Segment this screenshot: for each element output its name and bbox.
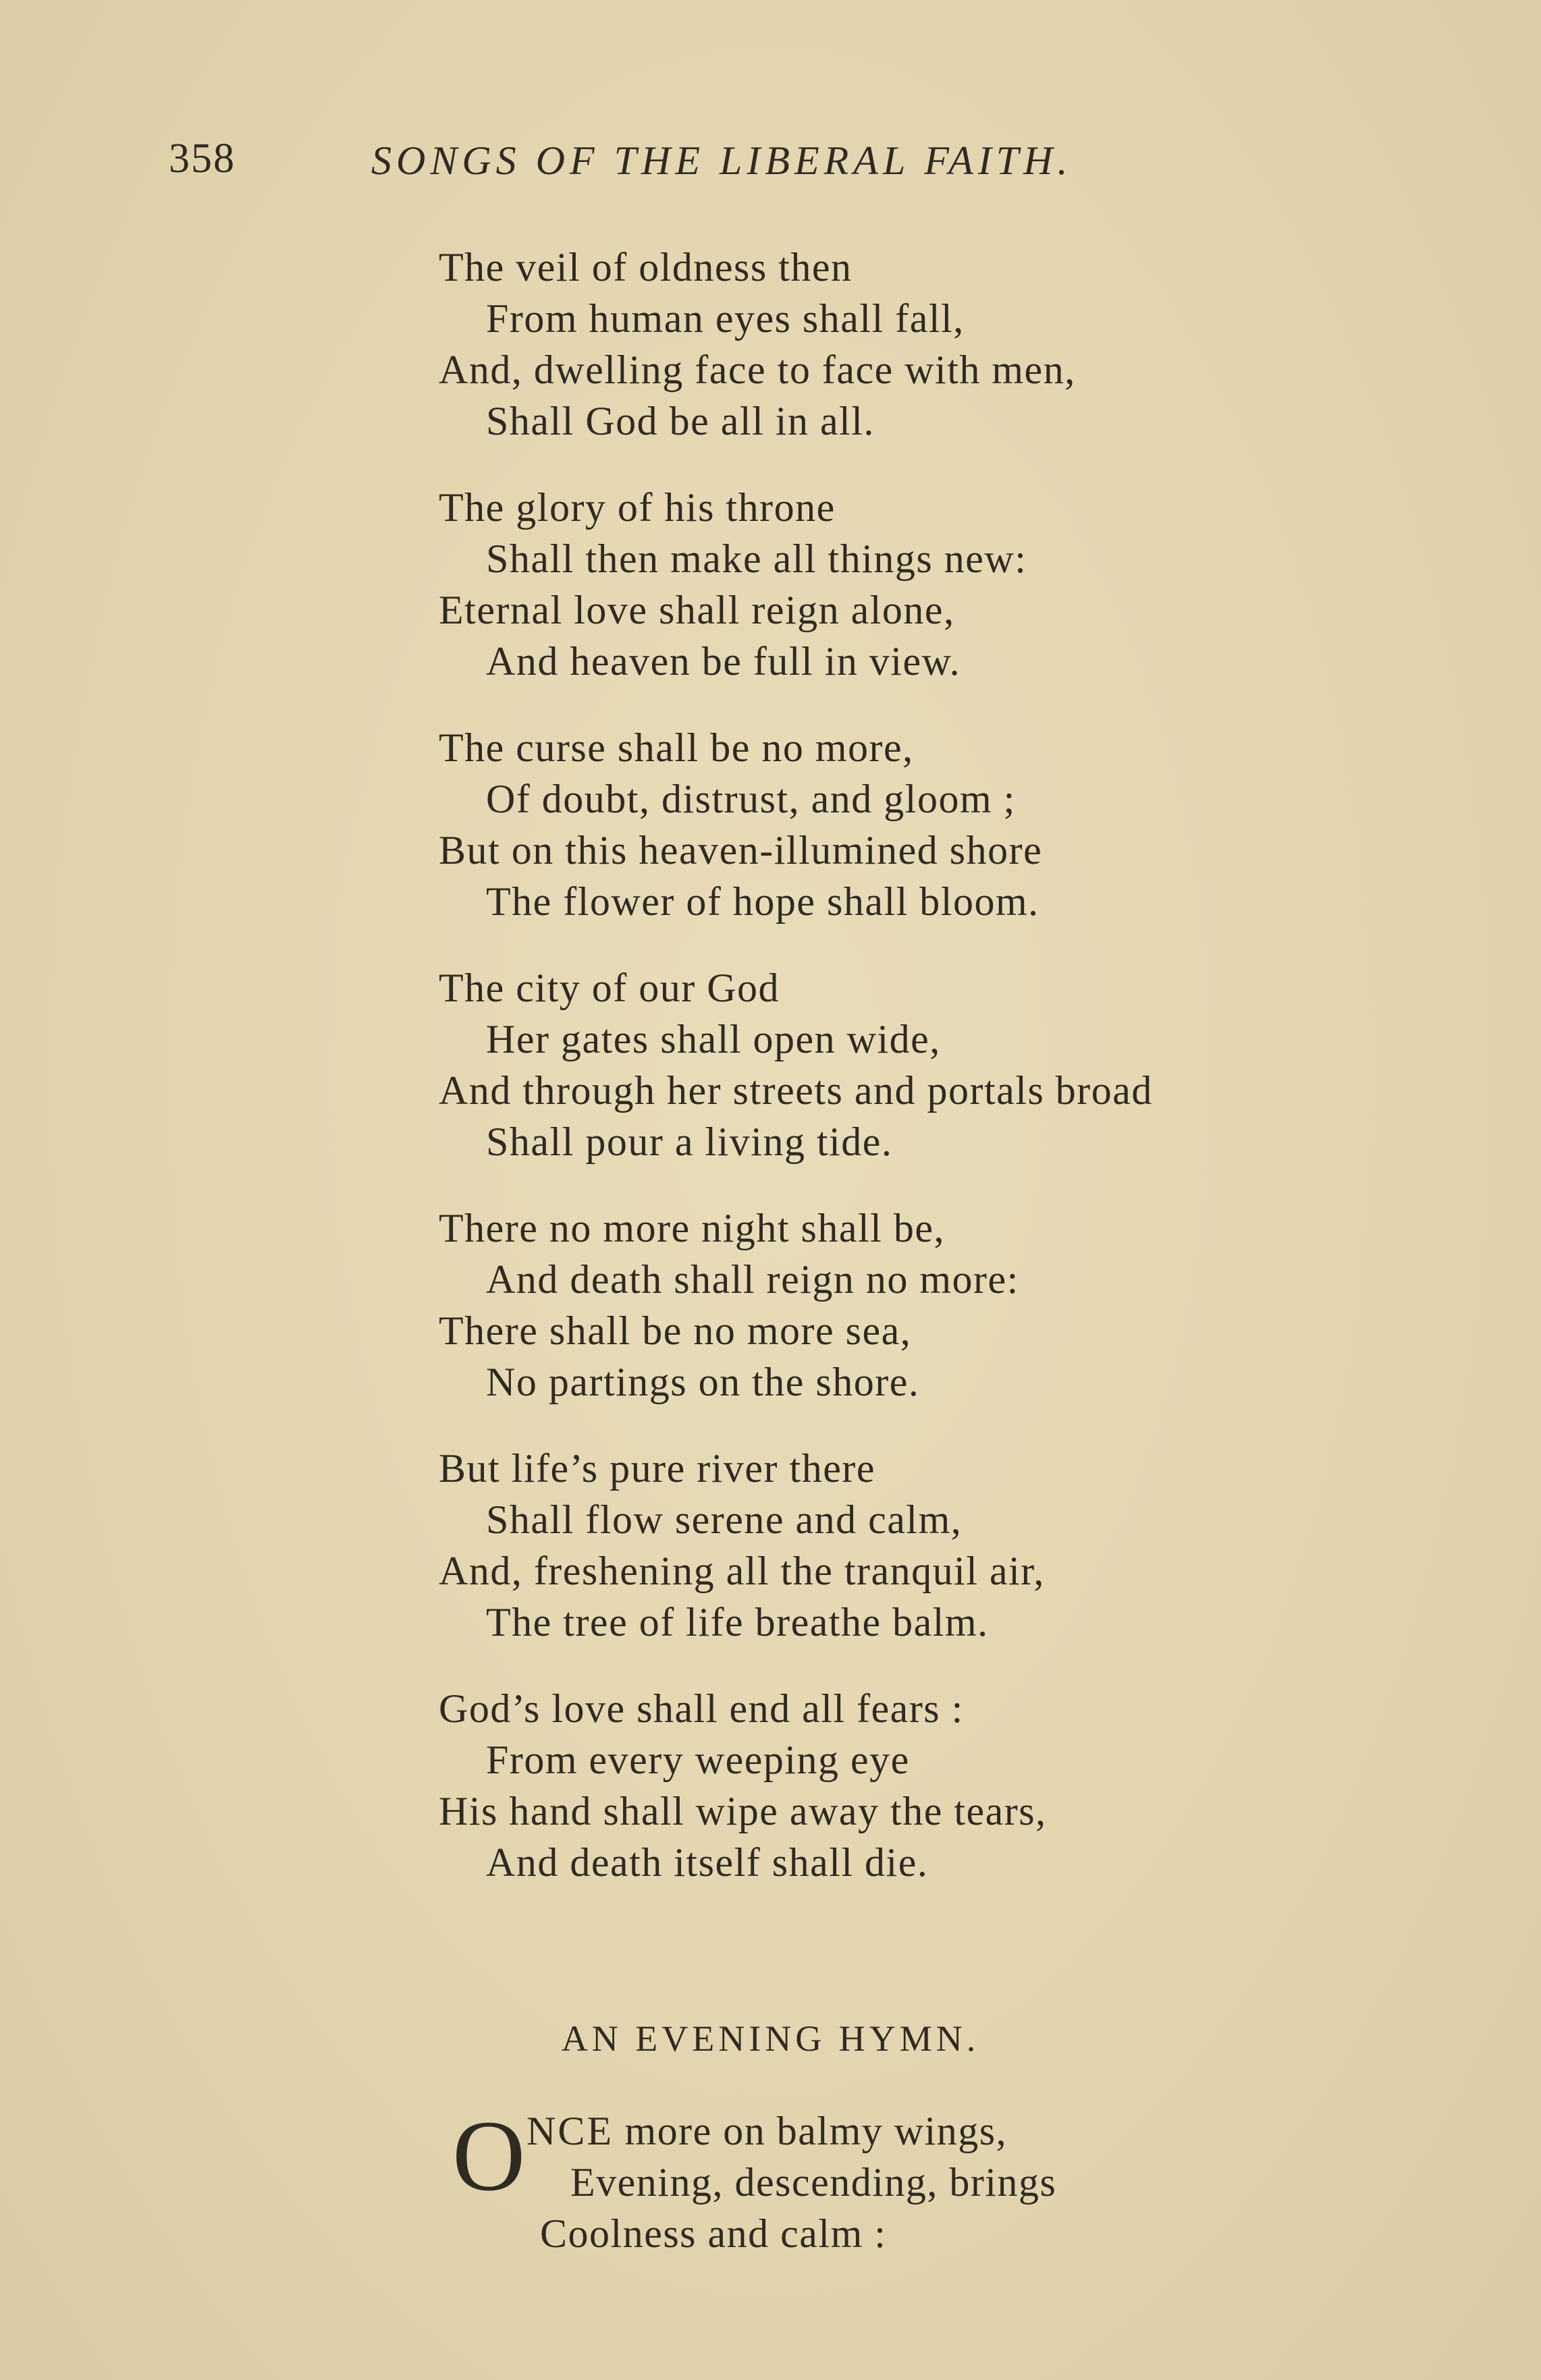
poem-line: And, dwelling face to face with men, [439, 348, 1076, 392]
stanza-7 [439, 1683, 1384, 1888]
poem [439, 242, 1384, 1923]
poem-line: There no more night shall be, [439, 1206, 945, 1250]
poem-line: No partings on the shore. [486, 1360, 920, 1404]
poem-line: Shall flow serene and calm, [486, 1497, 963, 1542]
small-caps-word: NCE [526, 2109, 614, 2153]
stanza-2 [439, 482, 1384, 687]
stanza-1 [439, 242, 1384, 447]
section-title: AN EVENING HYMN. [561, 2018, 980, 2059]
poem-line: The glory of his throne [439, 485, 836, 530]
poem-line: From every weeping eye [486, 1738, 910, 1782]
poem-line: Of doubt, distrust, and gloom ; [486, 777, 1016, 821]
poem-line: Shall then make all things new: [486, 536, 1027, 581]
poem-line: His hand shall wipe away the tears, [439, 1789, 1047, 1833]
stanza-4 [439, 962, 1384, 1167]
poem-line: And death itself shall die. [486, 1840, 929, 1885]
running-title: SONGS OF THE LIBERAL FAITH. [371, 138, 1073, 183]
running-head [169, 135, 1181, 196]
poem-line: Shall pour a living tide. [486, 1119, 893, 1164]
drop-cap: O [452, 2100, 526, 2212]
poem-line: And through her streets and portals broad [439, 1068, 1153, 1113]
poem-line: Eternal love shall reign alone, [439, 588, 955, 632]
stanza-3 [439, 722, 1384, 927]
poem-line: The city of our God [439, 966, 780, 1010]
poem-line: God’s love shall end all fears : [439, 1686, 964, 1731]
stanza-6 [439, 1443, 1384, 1648]
poem-line: And death shall reign no more: [486, 1257, 1019, 1302]
poem-line: The flower of hope shall bloom. [486, 879, 1039, 924]
poem-line: There shall be no more sea, [439, 1308, 912, 1353]
page-number: 358 [169, 136, 236, 182]
hymn-line-text: more on balmy wings, [614, 2109, 1008, 2153]
poem-line: And heaven be full in view. [486, 639, 961, 684]
poem-line: But on this heaven-illumined shore [439, 828, 1043, 873]
poem-line: And, freshening all the tranquil air, [439, 1549, 1045, 1593]
poem-line: From human eyes shall fall, [486, 296, 965, 341]
hymn-opening [452, 2100, 1330, 2259]
poem-line: Shall God be all in all. [486, 399, 875, 443]
poem-line: The curse shall be no more, [439, 725, 914, 770]
poem-line: But life’s pure river there [439, 1446, 875, 1491]
poem-line: Her gates shall open wide, [486, 1017, 941, 1061]
stanza-5 [439, 1202, 1384, 1408]
poem-line: The veil of oldness then [439, 245, 853, 289]
poem-line: The tree of life breathe balm. [486, 1600, 989, 1644]
hymn-line [452, 2105, 1330, 2157]
hymn-line: Coolness and calm : [540, 2211, 887, 2256]
hymn-line: Evening, descending, brings [570, 2160, 1057, 2205]
